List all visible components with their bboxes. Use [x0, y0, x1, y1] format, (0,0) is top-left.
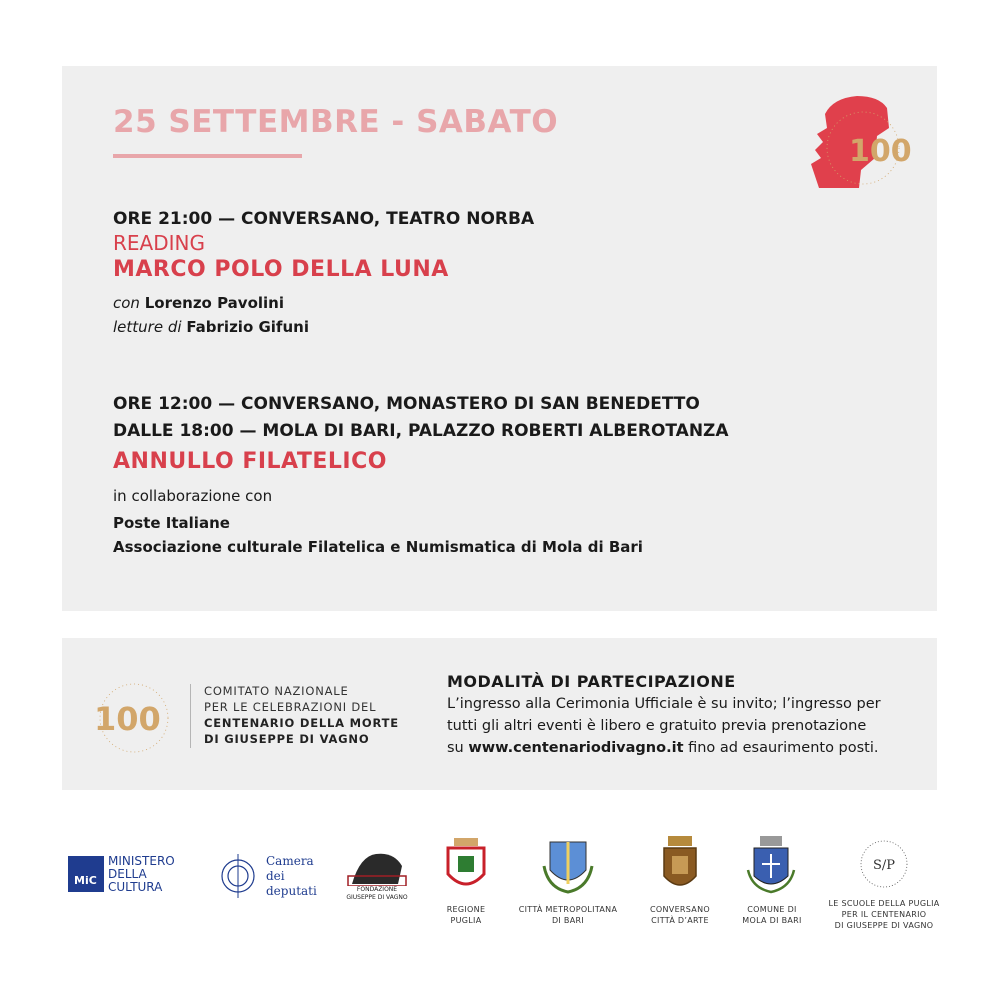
- regione-line-1: REGIONE: [446, 905, 486, 914]
- fondazione-emblem: [346, 846, 408, 886]
- mic-abbr: MiC: [74, 874, 97, 887]
- mic-line-1: MINISTERO: [108, 854, 175, 868]
- scuole-line-1: LE SCUOLE DELLA PUGLIA: [828, 899, 940, 908]
- citta-metro-line-2: DI BARI: [551, 916, 585, 925]
- scuole-mark: S/P: [872, 858, 896, 873]
- committee-line-2: PER LE CELEBRAZIONI DEL: [204, 700, 377, 714]
- info-panel: [62, 638, 937, 790]
- mic-line-3: CULTURA: [108, 880, 163, 894]
- event2-partner-2: Associazione culturale Filatelica e Numismatica di Mola di Bari: [113, 538, 643, 556]
- participation-suffix: fino ad esaurimento posti.: [688, 740, 879, 756]
- committee-logo: [90, 678, 170, 758]
- committee-line-1: COMITATO NAZIONALE: [204, 684, 349, 698]
- participation-url[interactable]: www.centenariodivagno.it: [468, 740, 684, 756]
- participation-title: MODALITÀ DI PARTECIPAZIONE: [447, 672, 736, 691]
- credit2-name: Fabrizio Gifuni: [186, 318, 309, 336]
- credit2-prefix: letture di: [113, 318, 182, 336]
- mic-logo: [68, 854, 188, 894]
- mola-di-bari-crest: [746, 836, 796, 894]
- conversano-caption: [640, 904, 720, 926]
- fondazione-logo: [346, 846, 408, 904]
- conversano-line-1: CONVERSANO: [650, 905, 710, 914]
- event2-partner-1: Poste Italiane: [113, 514, 230, 532]
- camera-emblem: [218, 850, 258, 900]
- participation-prefix: su: [447, 740, 464, 756]
- conversano-line-2: CITTÀ D’ARTE: [651, 916, 709, 925]
- participation-line-1: L’ingresso alla Cerimonia Ufficiale è su invito; l’ingresso per: [447, 696, 881, 712]
- committee-line-4: DI GIUSEPPE DI VAGNO: [204, 732, 370, 746]
- mola-line-2: MOLA DI BARI: [742, 916, 802, 925]
- date-underline: [113, 154, 302, 158]
- event2-collab: in collaborazione con: [113, 487, 273, 505]
- event1-time-place: ORE 21:00 — CONVERSANO, TEATRO NORBA: [113, 209, 535, 229]
- event-date: 25 SETTEMBRE - SABATO: [113, 104, 559, 140]
- fondazione-line-2: GIUSEPPE DI VAGNO: [346, 894, 408, 901]
- scuole-line-2: PER IL CENTENARIO: [841, 910, 927, 919]
- event1-credit1: [113, 294, 284, 312]
- regione-caption: [430, 904, 502, 926]
- camera-logo: [218, 850, 318, 900]
- scuole-caption: [822, 898, 946, 931]
- event2-time-place-2: DALLE 18:00 — MOLA DI BARI, PALAZZO ROBERTI ALBEROTANZA: [113, 421, 729, 441]
- regione-puglia-shield: [444, 838, 488, 894]
- mola-caption: [730, 904, 814, 926]
- scuole-puglia-logo: [858, 838, 910, 890]
- mola-line-1: COMUNE DI: [747, 905, 797, 914]
- citta-metro-caption: [510, 904, 626, 926]
- event1-credit2: [113, 318, 309, 336]
- camera-line-2: dei: [266, 869, 285, 883]
- event1-title: MARCO POLO DELLA LUNA: [113, 257, 449, 282]
- credit1-prefix: con: [113, 294, 140, 312]
- fondazione-line-1: FONDAZIONE: [356, 886, 398, 893]
- event2-time-place-1: ORE 12:00 — CONVERSANO, MONASTERO DI SAN BENEDETTO: [113, 394, 700, 414]
- centenary-logo: [805, 92, 917, 192]
- credit1-name: Lorenzo Pavolini: [144, 294, 284, 312]
- conversano-crest: [660, 836, 700, 894]
- scuole-line-3: DI GIUSEPPE DI VAGNO: [834, 921, 934, 930]
- citta-metropolitana-shield: [540, 836, 596, 894]
- regione-line-2: PUGLIA: [450, 916, 482, 925]
- participation-line-3: [447, 740, 879, 756]
- event2-title: ANNULLO FILATELICO: [113, 449, 387, 474]
- committee-number: 100: [94, 700, 161, 738]
- citta-metro-line-1: CITTÀ METROPOLITANA: [518, 905, 618, 914]
- camera-line-3: deputati: [266, 884, 317, 898]
- committee-divider: [190, 684, 191, 748]
- camera-line-1: Camera: [266, 854, 314, 868]
- committee-line-3: CENTENARIO DELLA MORTE: [204, 716, 399, 730]
- centenary-number: 100: [849, 134, 912, 169]
- event1-type: READING: [113, 231, 205, 255]
- participation-line-2: tutti gli altri eventi è libero e gratuito previa prenotazione: [447, 718, 867, 734]
- mic-line-2: DELLA: [108, 867, 147, 881]
